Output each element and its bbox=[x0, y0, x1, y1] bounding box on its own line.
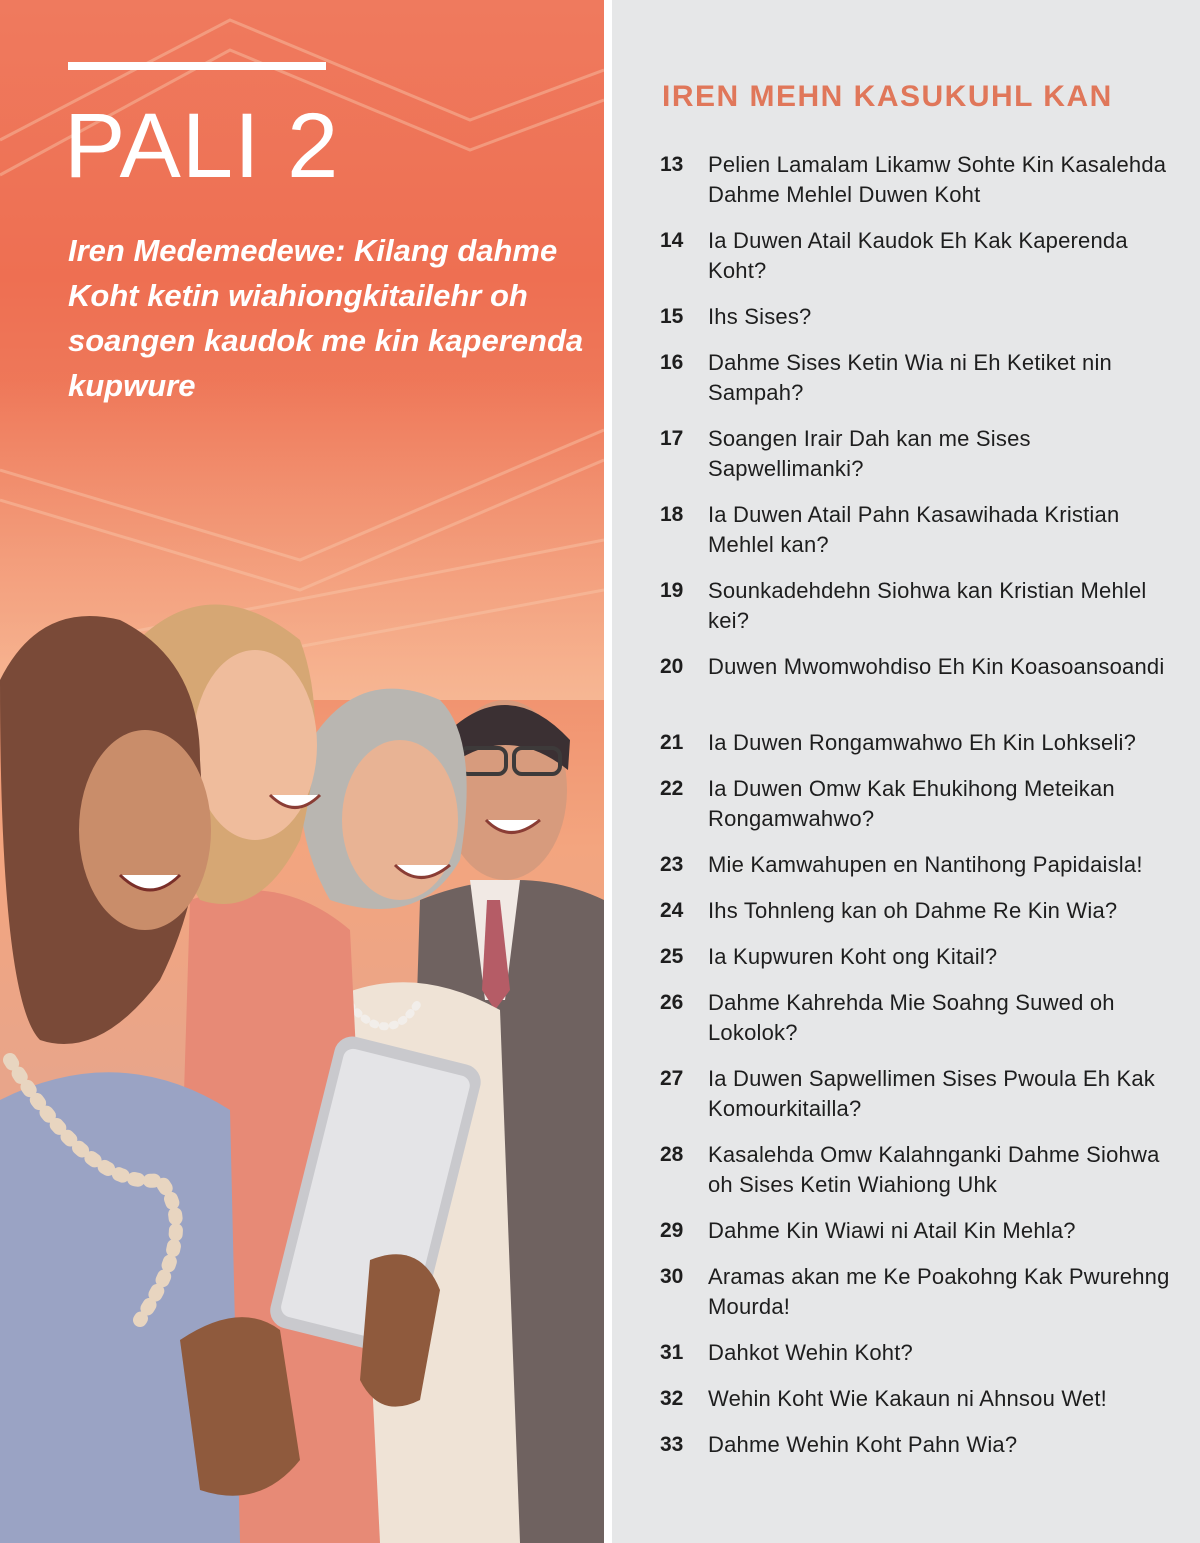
toc-item-number: 32 bbox=[660, 1387, 684, 1410]
toc-item-30[interactable] bbox=[660, 1262, 1190, 1322]
toc-item-number: 33 bbox=[660, 1433, 684, 1456]
toc-item-number: 27 bbox=[660, 1067, 684, 1090]
toc-item-title: Dahme Kin Wiawi ni Atail Kin Mehla? bbox=[708, 1218, 1076, 1243]
toc-item-title: Dahkot Wehin Koht? bbox=[708, 1340, 913, 1365]
toc-item-number: 22 bbox=[660, 777, 684, 800]
toc-item-title: Mie Kamwahupen en Nantihong Papidaisla! bbox=[708, 852, 1143, 877]
toc-item-title: Ia Duwen Atail Kaudok Eh Kak Kaperenda Koht? bbox=[708, 228, 1128, 283]
toc-item-21[interactable] bbox=[660, 728, 1190, 758]
title-rule bbox=[68, 62, 326, 70]
toc-item-title: Sounkadehdehn Siohwa kan Kristian Mehlel kei? bbox=[708, 578, 1147, 633]
toc-item-title: Ia Kupwuren Koht ong Kitail? bbox=[708, 944, 998, 969]
toc-item-22[interactable] bbox=[660, 774, 1190, 834]
toc-item-19[interactable] bbox=[660, 576, 1190, 636]
toc-item-24[interactable] bbox=[660, 896, 1190, 926]
toc-item-number: 15 bbox=[660, 305, 684, 328]
toc-item-title: Ia Duwen Atail Pahn Kasawihada Kristian Mehlel kan? bbox=[708, 502, 1120, 557]
toc-item-number: 25 bbox=[660, 945, 684, 968]
toc-item-number: 20 bbox=[660, 655, 684, 678]
toc-item-title: Ihs Tohnleng kan oh Dahme Re Kin Wia? bbox=[708, 898, 1118, 923]
toc-item-29[interactable] bbox=[660, 1216, 1190, 1246]
panel-divider bbox=[604, 0, 612, 1543]
toc-item-number: 13 bbox=[660, 153, 684, 176]
toc-item-number: 30 bbox=[660, 1265, 684, 1288]
toc-item-number: 24 bbox=[660, 899, 684, 922]
toc-item-title: Ihs Sises? bbox=[708, 304, 812, 329]
toc-heading: IREN MEHN KASUKUHL KAN bbox=[662, 80, 1113, 113]
toc-item-25[interactable] bbox=[660, 942, 1190, 972]
toc-item-26[interactable] bbox=[660, 988, 1190, 1048]
toc-item-17[interactable] bbox=[660, 424, 1190, 484]
toc-item-title: Dahme Wehin Koht Pahn Wia? bbox=[708, 1432, 1018, 1457]
toc-item-number: 28 bbox=[660, 1143, 684, 1166]
toc-item-title: Ia Duwen Rongamwahwo Eh Kin Lohkseli? bbox=[708, 730, 1137, 755]
toc-item-13[interactable] bbox=[660, 150, 1190, 210]
toc-item-16[interactable] bbox=[660, 348, 1190, 408]
toc-item-31[interactable] bbox=[660, 1338, 1190, 1368]
toc-item-number: 17 bbox=[660, 427, 684, 450]
toc-item-33[interactable] bbox=[660, 1430, 1190, 1460]
toc-item-title: Duwen Mwomwohdiso Eh Kin Koasoansoandi bbox=[708, 654, 1165, 679]
toc-item-title: Ia Duwen Omw Kak Ehukihong Meteikan Rongamwahwo? bbox=[708, 776, 1115, 831]
toc-item-14[interactable] bbox=[660, 226, 1190, 286]
toc-item-title: Soangen Irair Dah kan me Sises Sapwellimanki? bbox=[708, 426, 1031, 481]
toc-item-18[interactable] bbox=[660, 500, 1190, 560]
toc-item-title: Pelien Lamalam Likamw Sohte Kin Kasalehda Dahme Mehlel Duwen Koht bbox=[708, 152, 1167, 207]
toc-list bbox=[660, 150, 1190, 1476]
toc-item-title: Ia Duwen Sapwellimen Sises Pwoula Eh Kak Komourkitailla? bbox=[708, 1066, 1156, 1121]
toc-item-title: Aramas akan me Ke Poakohng Kak Pwurehng Mourda! bbox=[708, 1264, 1170, 1319]
toc-item-number: 19 bbox=[660, 579, 684, 602]
toc-item-32[interactable] bbox=[660, 1384, 1190, 1414]
toc-item-number: 26 bbox=[660, 991, 684, 1014]
toc-item-title: Dahme Sises Ketin Wia ni Eh Ketiket nin Sampah? bbox=[708, 350, 1112, 405]
toc-item-number: 31 bbox=[660, 1341, 684, 1364]
toc-item-28[interactable] bbox=[660, 1140, 1190, 1200]
toc-item-20[interactable] bbox=[660, 652, 1190, 712]
toc-item-15[interactable] bbox=[660, 302, 1190, 332]
part-subtitle: Iren Medemedewe: Kilang dahme Koht ketin wiahiongkitailehr oh soangen kaudok me kin kaperenda kupwure bbox=[68, 233, 584, 403]
toc-item-number: 29 bbox=[660, 1219, 684, 1242]
toc-item-number: 23 bbox=[660, 853, 684, 876]
toc-item-27[interactable] bbox=[660, 1064, 1190, 1124]
toc-item-title: Dahme Kahrehda Mie Soahng Suwed oh Lokolok? bbox=[708, 990, 1115, 1045]
toc-item-number: 18 bbox=[660, 503, 684, 526]
toc-item-number: 16 bbox=[660, 351, 684, 374]
toc-item-title: Wehin Koht Wie Kakaun ni Ahnsou Wet! bbox=[708, 1386, 1107, 1411]
toc-item-number: 21 bbox=[660, 731, 684, 754]
toc-item-23[interactable] bbox=[660, 850, 1190, 880]
toc-item-number: 14 bbox=[660, 229, 684, 252]
toc-item-title: Kasalehda Omw Kalahnganki Dahme Siohwa oh Sises Ketin Wiahiong Uhk bbox=[708, 1142, 1160, 1197]
part-title: PALI 2 bbox=[64, 95, 340, 197]
table-of-contents bbox=[612, 0, 1200, 1543]
